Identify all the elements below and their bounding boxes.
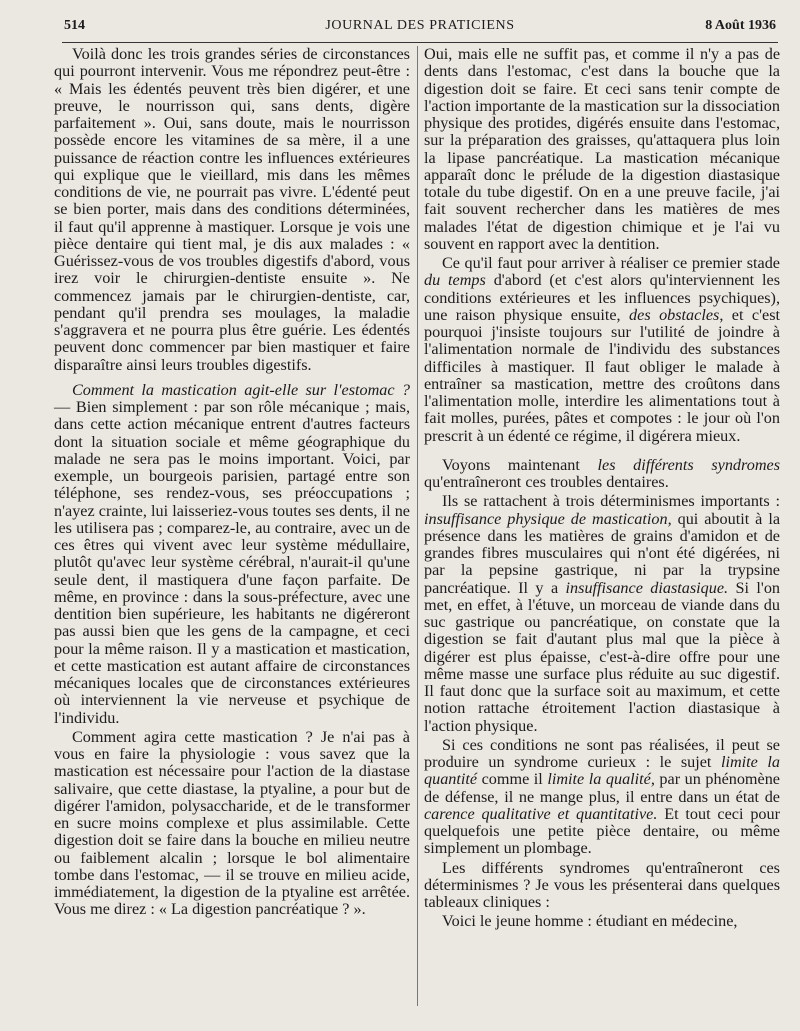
- page-header: [62, 16, 778, 43]
- paragraph-text: qu'entraîneront ces troubles dentaires.: [424, 473, 669, 491]
- paragraph: Les différents syndromes qu'entraîneront ces déterminismes ? Je vous les présenterai dans quelques tableaux cliniques :: [424, 858, 780, 911]
- italic-phrase: du temps: [424, 271, 486, 290]
- paragraph-text: Ils se rattachent à trois déterminismes importants :: [442, 492, 780, 511]
- paragraph-text: Si ces conditions ne sont pas réalisées, il peut se produire un syndrome curieux : le sujet: [424, 735, 780, 771]
- left-column: [54, 46, 410, 921]
- right-column: [424, 46, 780, 933]
- italic-phrase: insuffisance diastasique.: [565, 578, 729, 597]
- paragraph-text: par un phénomène de défense, il ne mange plus, il entre dans un état de: [424, 770, 780, 806]
- paragraph: Voilà donc les trois grandes séries de circonstances qui pourront intervenir. Vous me répondrez peut-être : « Mais les édentés peuvent très bien digérer, et une preuve, le nourrisson qui, sans dents, digère parfaitement ». Oui, sans doute, mais le nourrisson possède encore les vitamines de sa mère, il a une puissance de réaction contre les influences extérieures qui explique que le vieillard, mis dans les mêmes conditions de vie, ne pourrait pas vivre. L'édenté peut se bien porter, mais dans des conditions déterminées, il faut qu'il apprenne à mastiquer. Lorsque je vois une pièce dentaire qui tient mal, je dis aux malades : « Guérissez-vous de vos troubles digestifs d'abord, vous irez voir le chirurgien-dentiste ensuite ». Ne commencez jamais par le chirurgien-dentiste, car, pendant qu'il prendra ses moulages, la maladie s'aggravera et ne pourra plus être guérie. Les édentés peuvent donc commencer par bien mastiquer et faire disparaître ainsi leurs troubles digestifs.: [54, 45, 410, 374]
- paragraph-text: comme il: [477, 770, 548, 789]
- paragraph-text: Si l'on met, en effet, à l'étuve, un morceau de viande dans du suc gastrique ou pancréatique, on constate que la digestion se fait d'autant plus mal que la pièce à digérer est plus épaisse, c'est-à-dire offre pour une même masse une surface plus réduite au suc digestif. Il faut donc que la surface soit au maximum, et cette notion rattache étroitement l'action diastasique à l'action physique.: [424, 578, 781, 735]
- paragraph: [424, 493, 780, 735]
- paragraph-text: Voyons maintenant: [442, 455, 598, 474]
- paragraph: Comment agira cette mastication ? Je n'ai pas à vous en faire la physiologie : vous savez que la mastication est nécessaire pour l'action de la diastase salivaire, que cette diastase, la ptyaline, a pour but de digérer l'amidon, polysaccharide, et de le transformer en sucre moins complexe et plus assimilable. Cette digestion doit se faire dans la bouche en milieu neutre ou faiblement alcalin ; lorsque le bol alimentaire tombe dans l'estomac, — il se trouve en milieu acide, immédiatement, la digestion de la ptyaline est arrêtée. Vous me direz : « La digestion pancréatique ? ».: [54, 727, 410, 919]
- paragraph-text: d'abord (et c'est alors qu'interviennent les conditions extérieures et les influences psychiques), une raison physique ensuite,: [424, 271, 781, 324]
- italic-phrase: des obstacles: [629, 305, 720, 324]
- issue-date: 8 Août 1936: [705, 18, 776, 33]
- paragraph-text: , et c'est pourquoi j'insiste toujours sur l'utilité de joindre à l'alimentation normale de l'individu des substances difficiles à mastiquer. Il faut obliger le malade à entraîner sa mastication, mettre des croûtons dans l'alimentation molle, interdire les alimentations tout à fait molles, purées, pâtes et compotes : le jour où l'on prescrit à un édenté ce régime, il digérera mieux.: [424, 305, 781, 445]
- paragraph: [54, 382, 410, 727]
- page-number: 514: [64, 18, 85, 33]
- paragraph: Voici le jeune homme : étudiant en médecine,: [442, 912, 738, 931]
- italic-phrase: les différents syndromes: [597, 455, 780, 474]
- paragraph: [424, 255, 780, 445]
- italic-phrase: insuffisance physique de mastication,: [424, 509, 672, 528]
- italic-phrase: limite la qualité,: [547, 770, 655, 789]
- italic-lead: Comment la mastication agit-elle sur l'estomac ?: [72, 380, 410, 399]
- paragraph: Oui, mais elle ne suffit pas, et comme il n'y a pas de dents dans l'estomac, c'est dans la bouche que la digestion doit se faire. Et ceci sans tenir compte de l'action importante de la mastication sur la dissociation physique des protides, digérés ensuite dans l'estomac, sur la préparation des graisses, qu'attaquera plus loin la lipase pancréatique. La mastication mécanique apparaît donc le prélude de la digestion diastasique totale du tube digestif. On en a une preuve facile, j'ai fait souvent rechercher dans les matières de mes malades l'état de digestion chimique et je l'ai vu souvent en rapport avec la dentition.: [424, 45, 780, 253]
- italic-phrase: carence qualitative et quantitative.: [424, 804, 658, 823]
- paragraph: [424, 457, 780, 492]
- italic-phrase: limite la quantité: [424, 753, 780, 789]
- journal-title: JOURNAL DES PRATICIENS: [325, 18, 515, 33]
- paragraph-text: — Bien simplement : par son rôle mécanique ; mais, dans cette action mécanique entrent d'autres facteurs dont la situation sociale et même géographique du malade ne sera pas le moins important. Voici, par exemple, un bourgeois parisien, partagé entre son téléphone, ses rendez-vous, ses préoccupations ; n'ayez crainte, lui laisseriez-vous toutes ses dents, il ne les utilisera pas ; comparez-le, au contraire, avec un de ces êtres qui vivent avec leur système médullaire, plutôt qu'avec leur système cérébral, n'aurait-il qu'une seule dent, il mastiquera d'une façon parfaite. De même, en province : dans la sous-préfecture, avec une dentition bien supérieure, les habitants ne digéreront pas aussi bien que les gens de la campagne, et ceci pour la même raison. Il y a mastication et mastication, et cette mastication est autant affaire de circonstances mécaniques locales que de circonstances extérieures où interviennent la vie nerveuse et psychique de l'individu.: [54, 398, 410, 727]
- paragraph: [424, 737, 780, 858]
- paragraph-text: Ce qu'il faut pour arriver à réaliser ce premier stade: [442, 254, 780, 272]
- column-divider: [417, 46, 418, 1006]
- paragraph-text: qui aboutit à la présence dans les matières de grains d'amidon et de grandes fibres musculaires qui n'ont été digérées, ni par la pepsine gastrique, ni par la trypsine pancréatique. Il y a: [424, 509, 780, 597]
- paragraph-text: Et tout ceci pour quelquefois une petite pièce dentaire, ou même simplement un plombage.: [424, 804, 780, 858]
